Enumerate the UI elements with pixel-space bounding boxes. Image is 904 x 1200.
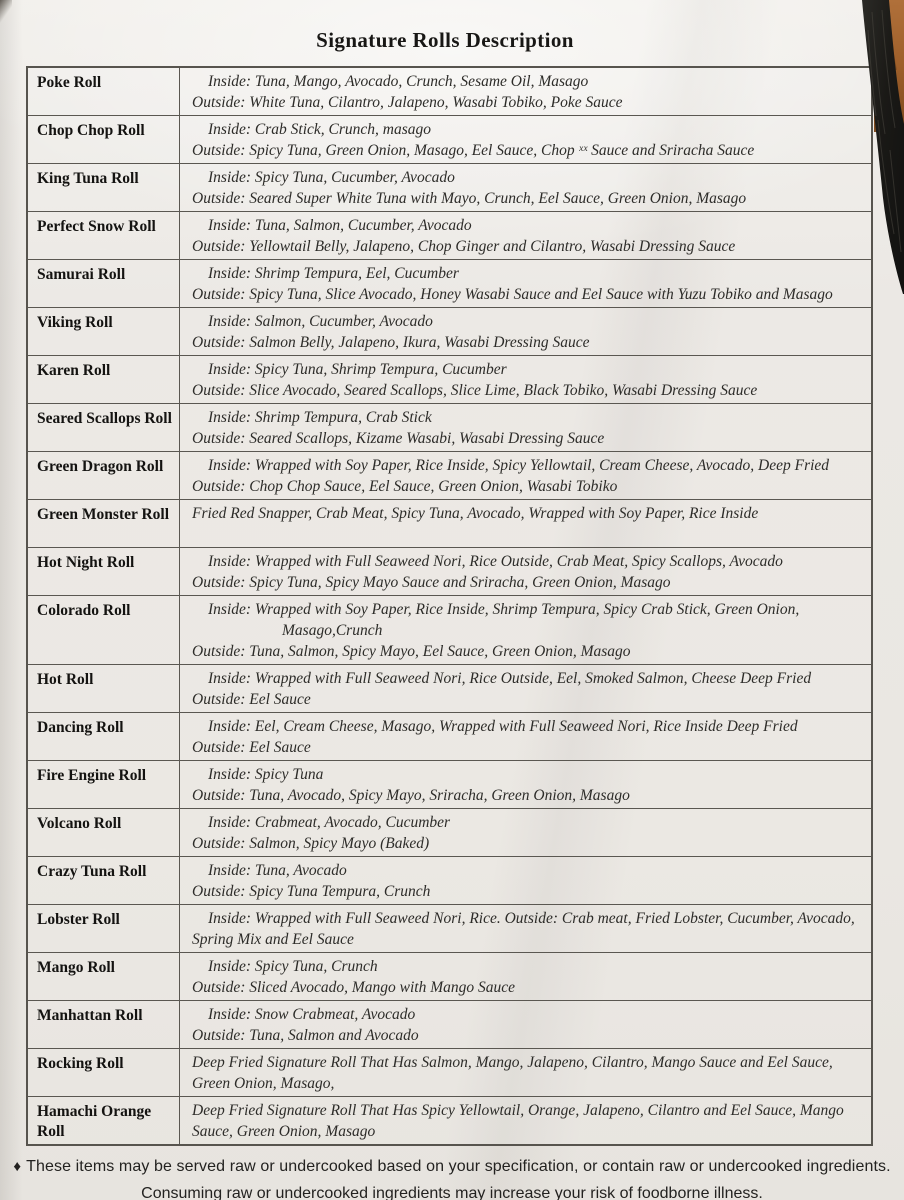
table-row [28, 664, 871, 712]
roll-description-line: Inside: Spicy Tuna [208, 766, 324, 783]
roll-description-line: Fried Red Snapper, Crab Meat, Spicy Tuna, Avocado, Wrapped with Soy Paper, Rice Inside [192, 505, 759, 522]
roll-description-line: Outside: Seared Scallops, Kizame Wasabi, Wasabi Dressing Sauce [192, 430, 605, 447]
roll-name: Dancing Roll [28, 713, 180, 760]
diamond-icon: ♦ [13, 1158, 22, 1175]
roll-name: Karen Roll [28, 356, 180, 403]
roll-description [180, 857, 871, 904]
table-row [28, 115, 871, 163]
roll-description-line: Inside: Wrapped with Full Seaweed Nori, Rice Outside, Crab Meat, Spicy Scallops, Avocado [208, 553, 783, 570]
roll-name: Perfect Snow Roll [28, 212, 180, 259]
roll-description-line: Inside: Spicy Tuna, Crunch [208, 958, 378, 975]
roll-description-line: Inside: Crab Stick, Crunch, masago [208, 121, 432, 138]
table-row [28, 547, 871, 595]
page-title: Signature Rolls Description [316, 28, 574, 52]
roll-description-line: Outside: Eel Sauce [192, 739, 311, 756]
roll-description-line: Inside: Snow Crabmeat, Avocado [208, 1006, 416, 1023]
roll-description-line: Outside: Sliced Avocado, Mango with Mango Sauce [192, 979, 516, 996]
table-row [28, 1048, 871, 1096]
roll-description-line: Outside: Spicy Tuna, Spicy Mayo Sauce and Sriracha, Green Onion, Masago [192, 574, 671, 591]
roll-name: Hot Roll [28, 665, 180, 712]
roll-name: Green Dragon Roll [28, 452, 180, 499]
table-row [28, 595, 871, 664]
table-row [28, 499, 871, 547]
roll-description-line: Inside: Crabmeat, Avocado, Cucumber [208, 814, 451, 831]
disclaimer-line-2: Consuming raw or undercooked ingredients may increase your risk of foodborne illness. [141, 1185, 763, 1200]
roll-description [180, 1049, 871, 1096]
roll-description-line: Sauce, Green Onion, Masago [192, 1123, 376, 1140]
roll-description-line: Inside: Shrimp Tempura, Crab Stick [208, 409, 432, 426]
signature-rolls-table [26, 66, 873, 1146]
roll-description-line: Outside: Spicy Tuna, Slice Avocado, Honey Wasabi Sauce and Eel Sauce with Yuzu Tobiko and Masago [192, 286, 833, 303]
roll-description [180, 308, 871, 355]
roll-name: Viking Roll [28, 308, 180, 355]
roll-description-line: Outside: Eel Sauce [192, 691, 311, 708]
roll-name: King Tuna Roll [28, 164, 180, 211]
roll-description [180, 404, 871, 451]
roll-description-line: Outside: Spicy Tuna Tempura, Crunch [192, 883, 431, 900]
roll-description [180, 713, 871, 760]
roll-description-line: Outside: Tuna, Salmon, Spicy Mayo, Eel Sauce, Green Onion, Masago [192, 643, 631, 660]
roll-description [180, 452, 871, 499]
roll-description [180, 596, 871, 664]
roll-name: Chop Chop Roll [28, 116, 180, 163]
roll-name: Mango Roll [28, 953, 180, 1000]
roll-description [180, 809, 871, 856]
roll-description-line: Inside: Tuna, Salmon, Cucumber, Avocado [208, 217, 472, 234]
roll-name: Poke Roll [28, 68, 180, 115]
roll-description [180, 164, 871, 211]
table-row [28, 68, 871, 115]
roll-description-line: Masago,Crunch [282, 622, 383, 639]
footer-disclaimer [0, 1158, 904, 1200]
roll-description-line: Outside: Tuna, Salmon and Avocado [192, 1027, 419, 1044]
table-row [28, 355, 871, 403]
roll-description [180, 761, 871, 808]
roll-description-line: Deep Fried Signature Roll That Has Salmon, Mango, Jalapeno, Cilantro, Mango Sauce and Eel Sauce, [192, 1054, 833, 1071]
roll-name: Rocking Roll [28, 1049, 180, 1096]
roll-description-line: Inside: Wrapped with Full Seaweed Nori, Rice Outside, Eel, Smoked Salmon, Cheese Deep Fried [208, 670, 812, 687]
roll-description [180, 260, 871, 307]
roll-name: Seared Scallops Roll [28, 404, 180, 451]
roll-description [180, 500, 871, 547]
table-row [28, 307, 871, 355]
table-row [28, 451, 871, 499]
disclaimer-line-1 [0, 1158, 904, 1176]
roll-description [180, 212, 871, 259]
roll-description-line: Inside: Tuna, Avocado [208, 862, 347, 879]
roll-description-line: Inside: Eel, Cream Cheese, Masago, Wrapped with Full Seaweed Nori, Rice Inside Deep Fried [208, 718, 798, 735]
roll-name: Volcano Roll [28, 809, 180, 856]
roll-name: Samurai Roll [28, 260, 180, 307]
roll-description-line: Outside: Spicy Tuna, Green Onion, Masago, Eel Sauce, Chop ˣˣ Sauce and Sriracha Sauce [192, 142, 755, 159]
table-row [28, 1000, 871, 1048]
roll-description-line: Outside: Slice Avocado, Seared Scallops, Slice Lime, Black Tobiko, Wasabi Dressing Sauce [192, 382, 758, 399]
roll-description [180, 116, 871, 163]
roll-description-line: Inside: Spicy Tuna, Shrimp Tempura, Cucumber [208, 361, 507, 378]
disclaimer-line-1-text: These items may be served raw or undercooked based on your specification, or contain raw or undercooked ingredients. [26, 1158, 891, 1175]
roll-description-line: Spring Mix and Eel Sauce [192, 931, 354, 948]
roll-description-line: Green Onion, Masago, [192, 1075, 335, 1092]
roll-description [180, 1001, 871, 1048]
table-row [28, 1096, 871, 1144]
roll-description [180, 665, 871, 712]
roll-description-line: Outside: Yellowtail Belly, Jalapeno, Chop Ginger and Cilantro, Wasabi Dressing Sauce [192, 238, 736, 255]
roll-description [180, 953, 871, 1000]
roll-description-line: Outside: Seared Super White Tuna with Mayo, Crunch, Eel Sauce, Green Onion, Masago [192, 190, 747, 207]
roll-description-line: Inside: Tuna, Mango, Avocado, Crunch, Sesame Oil, Masago [208, 73, 589, 90]
roll-name: Green Monster Roll [28, 500, 180, 547]
roll-description-line: Inside: Wrapped with Full Seaweed Nori, Rice. Outside: Crab meat, Fried Lobster, Cucumber, Avocado, [208, 910, 855, 927]
roll-description-line: Outside: White Tuna, Cilantro, Jalapeno, Wasabi Tobiko, Poke Sauce [192, 94, 623, 111]
roll-name: Fire Engine Roll [28, 761, 180, 808]
roll-description-line: Inside: Wrapped with Soy Paper, Rice Inside, Spicy Yellowtail, Cream Cheese, Avocado, Deep Fried [208, 457, 830, 474]
roll-description [180, 68, 871, 115]
roll-description-line: Inside: Spicy Tuna, Cucumber, Avocado [208, 169, 455, 186]
roll-name: Lobster Roll [28, 905, 180, 952]
roll-description-line: Inside: Shrimp Tempura, Eel, Cucumber [208, 265, 459, 282]
roll-description-line: Outside: Tuna, Avocado, Spicy Mayo, Sriracha, Green Onion, Masago [192, 787, 630, 804]
table-row [28, 808, 871, 856]
page-corner-shadow [0, 0, 12, 26]
roll-description-line: Outside: Salmon Belly, Jalapeno, Ikura, Wasabi Dressing Sauce [192, 334, 590, 351]
table-row [28, 712, 871, 760]
table-row [28, 259, 871, 307]
roll-description-line: Outside: Chop Chop Sauce, Eel Sauce, Green Onion, Wasabi Tobiko [192, 478, 618, 495]
roll-description-line: Inside: Salmon, Cucumber, Avocado [208, 313, 433, 330]
roll-name: Crazy Tuna Roll [28, 857, 180, 904]
roll-description-line: Deep Fried Signature Roll That Has Spicy Yellowtail, Orange, Jalapeno, Cilantro and Eel Sauce, Mango [192, 1102, 844, 1119]
roll-description-line: Outside: Salmon, Spicy Mayo (Baked) [192, 835, 430, 852]
roll-description [180, 356, 871, 403]
table-row [28, 211, 871, 259]
roll-description [180, 905, 871, 952]
table-row [28, 760, 871, 808]
roll-name: Hamachi Orange Roll [28, 1097, 180, 1144]
roll-description-line: Inside: Wrapped with Soy Paper, Rice Inside, Shrimp Tempura, Spicy Crab Stick, Green Onion, [208, 601, 800, 618]
roll-name: Manhattan Roll [28, 1001, 180, 1048]
roll-name: Colorado Roll [28, 596, 180, 664]
table-row [28, 904, 871, 952]
table-row [28, 403, 871, 451]
table-row [28, 952, 871, 1000]
roll-name: Hot Night Roll [28, 548, 180, 595]
roll-description [180, 548, 871, 595]
table-row [28, 163, 871, 211]
table-row [28, 856, 871, 904]
menu-binder-corner [838, 0, 904, 310]
roll-description [180, 1097, 871, 1144]
